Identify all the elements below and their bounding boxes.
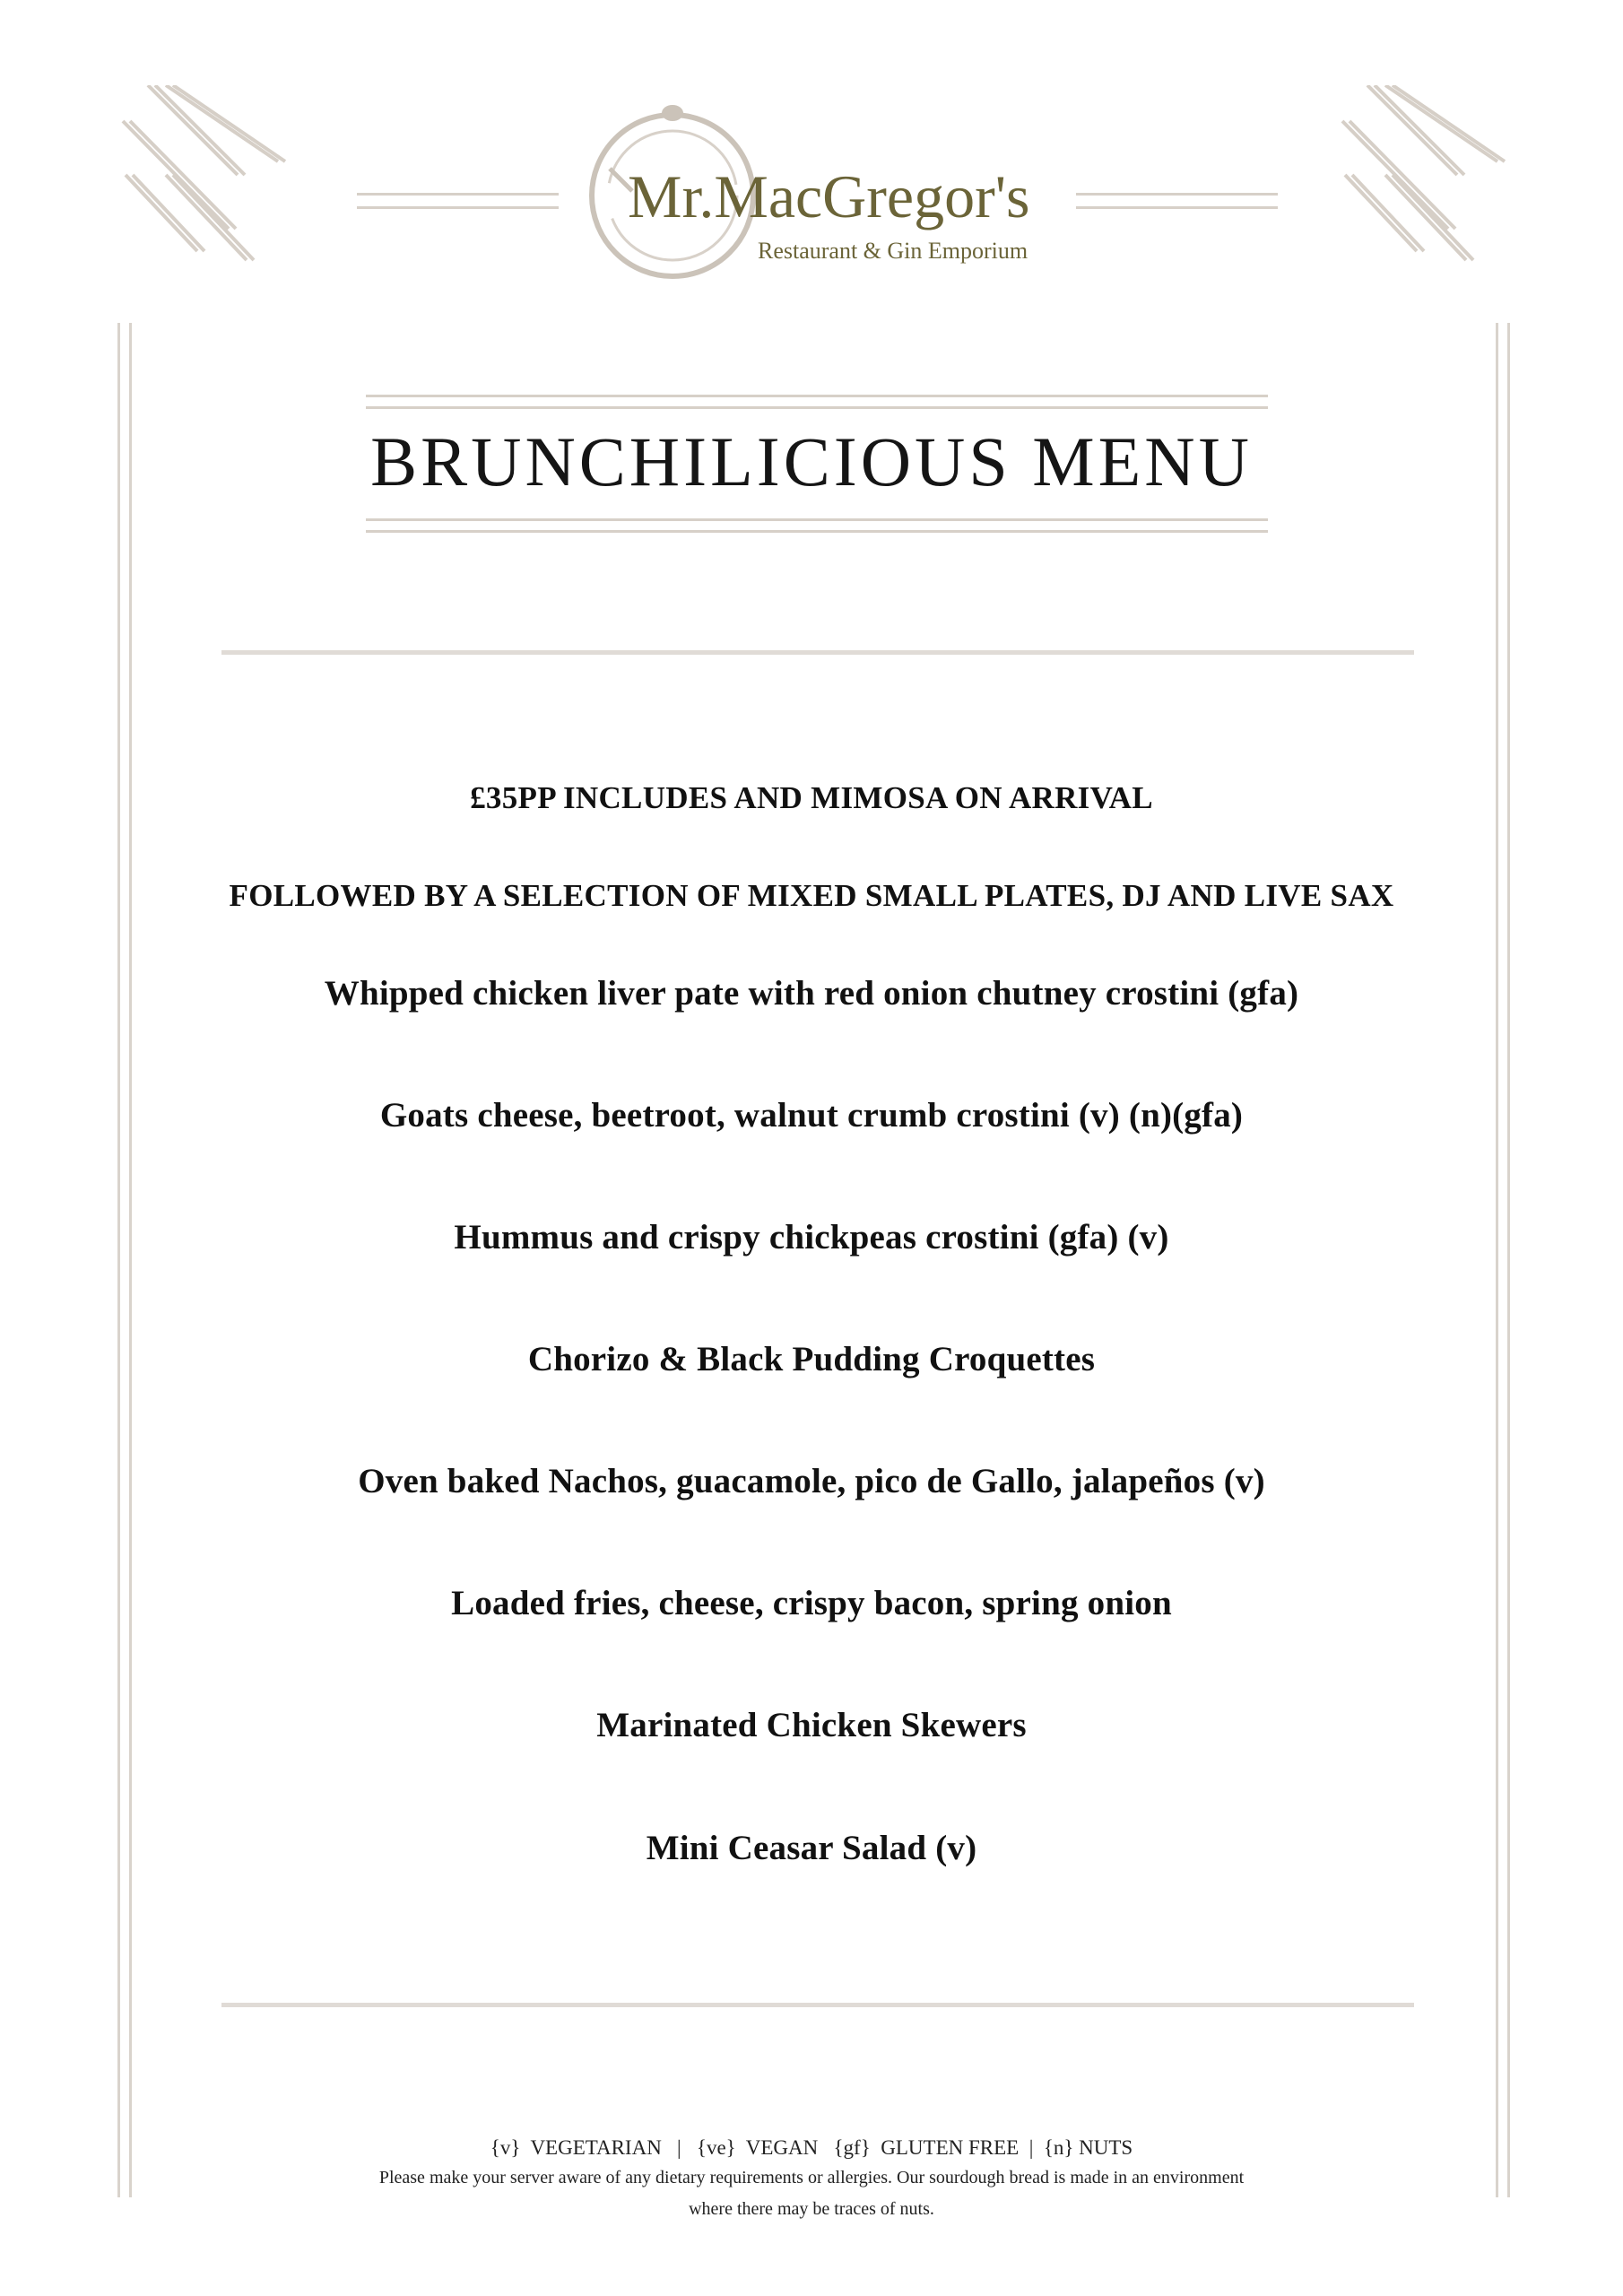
section-rule-top <box>221 650 1414 655</box>
menu-item: Whipped chicken liver pate with red onion chutney crostini (gfa) <box>324 974 1299 1013</box>
logo-line-left <box>357 193 559 209</box>
title-rule-top <box>366 395 1268 409</box>
dietary-legend: {v} VEGETARIAN | {ve} VEGAN {gf} GLUTEN FREE | {n} NUTS <box>490 2136 1133 2159</box>
logo-line-right <box>1076 193 1278 209</box>
frame-left <box>117 323 132 2197</box>
logo-name: Mr.MacGregor's <box>628 162 1030 230</box>
section-rule-bottom <box>221 2003 1414 2007</box>
allergy-note-line2: where there may be traces of nuts. <box>689 2199 934 2219</box>
allergy-note-line1: Please make your server aware of any dietary requirements or allergies. Our sourdough bread is made in an environment <box>378 2168 1245 2187</box>
corner-ornament-right-icon <box>1332 85 1511 265</box>
menu-item: Loaded fries, cheese, crispy bacon, spring onion <box>451 1584 1172 1622</box>
menu-title: BRUNCHILICIOUS MENU <box>370 422 1253 500</box>
price-heading: £35PP INCLUDES AND MIMOSA ON ARRIVAL <box>470 780 1153 815</box>
menu-item: Marinated Chicken Skewers <box>596 1706 1027 1744</box>
menu-item: Goats cheese, beetroot, walnut crumb crostini (v) (n)(gfa) <box>379 1096 1244 1135</box>
title-rule-bottom <box>366 518 1268 533</box>
selection-heading: FOLLOWED BY A SELECTION OF MIXED SMALL PLATES, DJ AND LIVE SAX <box>229 878 1394 913</box>
menu-item: Hummus and crispy chickpeas crostini (gfa) (v) <box>454 1218 1169 1257</box>
menu-item: Oven baked Nachos, guacamole, pico de Gallo, jalapeños (v) <box>358 1462 1265 1500</box>
menu-item: Mini Ceasar Salad (v) <box>646 1829 977 1867</box>
logo-tagline: Restaurant & Gin Emporium <box>758 238 1028 264</box>
frame-right <box>1496 323 1510 2197</box>
corner-ornament-left-icon <box>112 85 291 265</box>
menu-item: Chorizo & Black Pudding Croquettes <box>527 1340 1096 1378</box>
